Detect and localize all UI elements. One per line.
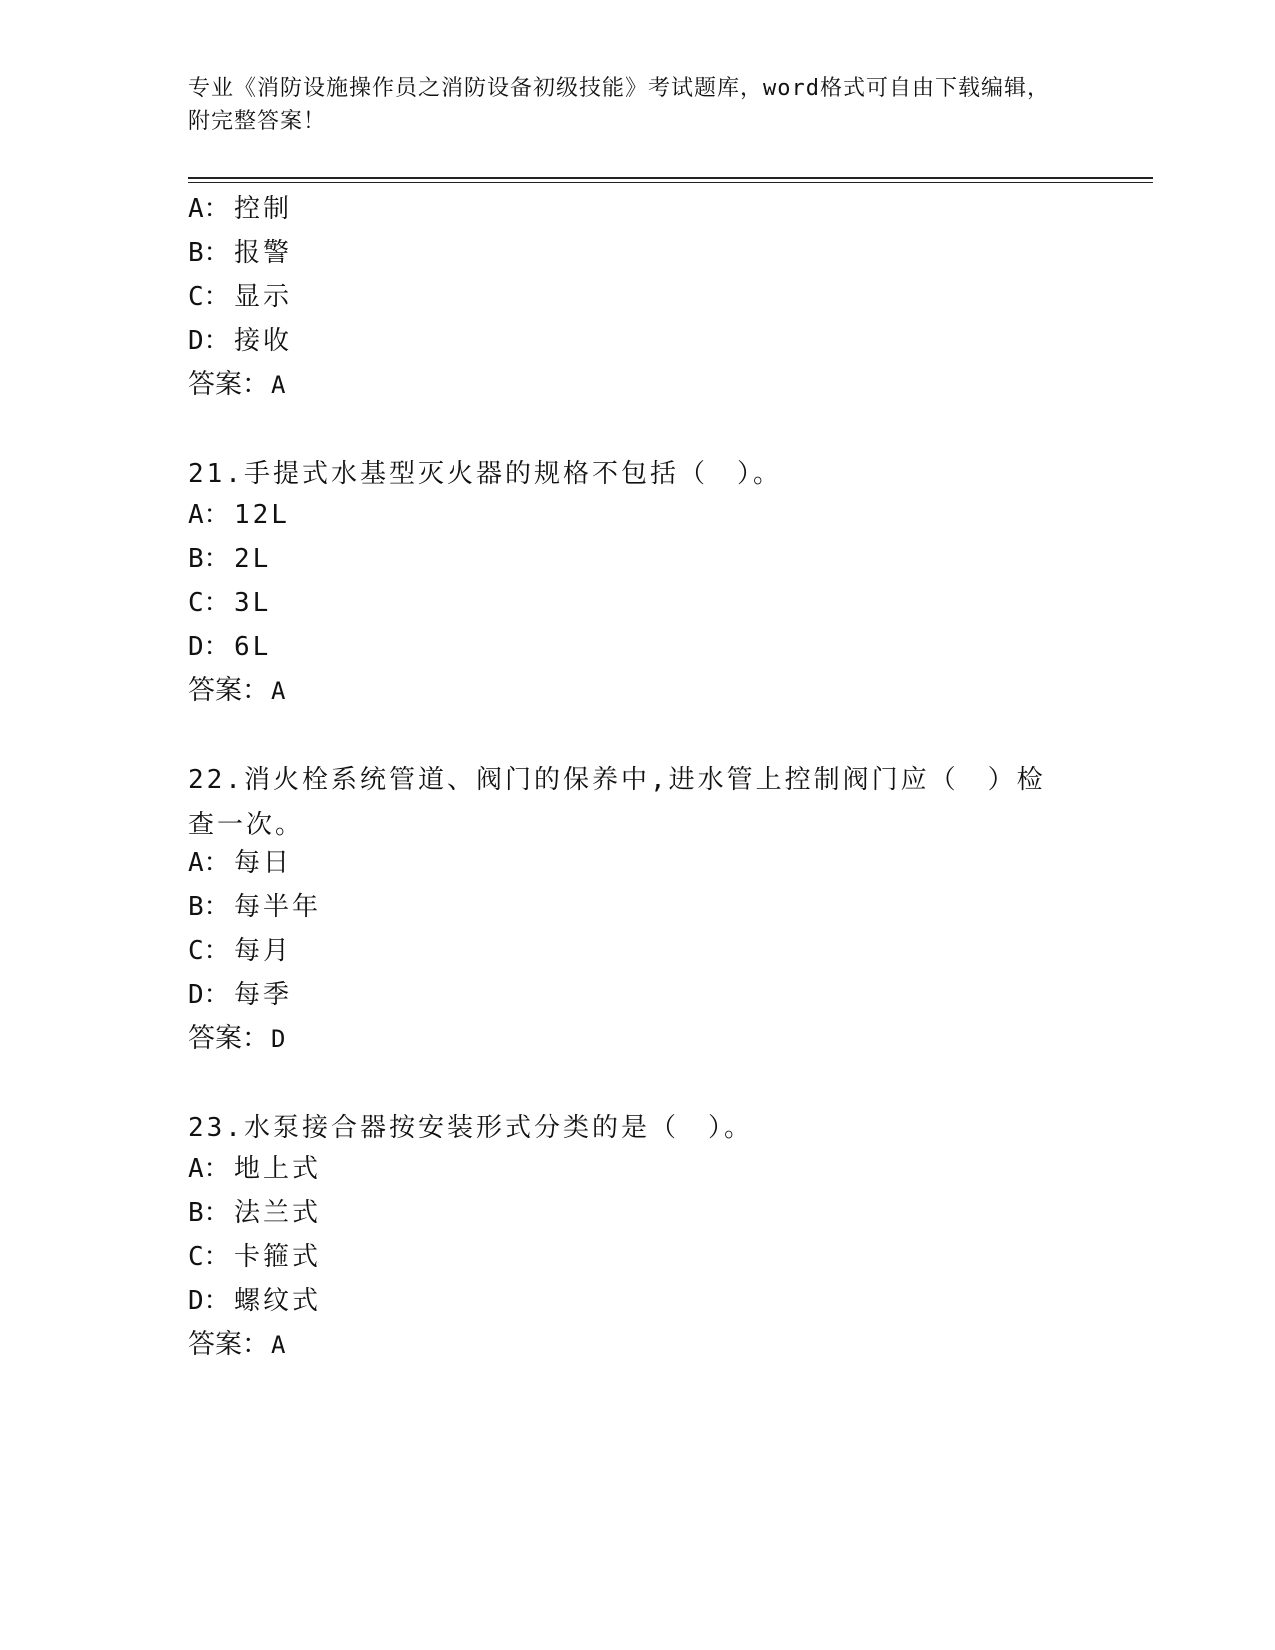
option-c: [188, 586, 271, 620]
option-d: [188, 630, 271, 664]
option-text: 显示: [234, 282, 293, 312]
option-text: 地上式: [234, 1154, 322, 1184]
option-letter: D：: [188, 632, 230, 662]
option-letter: A：: [188, 1154, 230, 1184]
option-c: [188, 280, 292, 314]
option-c: [188, 934, 292, 968]
option-text: 法兰式: [234, 1198, 322, 1228]
answer-value: A: [271, 677, 286, 705]
question-text: 23.水泵接合器按安装形式分类的是（ ）。: [188, 1113, 753, 1143]
option-b: [188, 542, 271, 576]
option-text: 接收: [234, 326, 293, 356]
option-letter: B：: [188, 238, 230, 268]
option-letter: A：: [188, 848, 230, 878]
option-text: 每日: [234, 848, 293, 878]
option-a: [188, 846, 292, 880]
question-text: 21.手提式水基型灭火器的规格不包括（ ）。: [188, 459, 782, 489]
option-letter: D：: [188, 1286, 230, 1316]
option-text: 控制: [234, 194, 293, 224]
option-letter: B：: [188, 544, 230, 574]
option-letter: D：: [188, 326, 230, 356]
option-b: [188, 1196, 321, 1230]
option-letter: A：: [188, 500, 230, 530]
option-text: 每月: [234, 936, 293, 966]
option-letter: C：: [188, 936, 230, 966]
option-letter: B：: [188, 892, 230, 922]
option-a: [188, 1152, 321, 1186]
answer-line: [188, 1022, 285, 1056]
answer-value: D: [271, 1025, 286, 1053]
answer-line: [188, 368, 285, 402]
answer-label: 答案：: [188, 1023, 269, 1054]
answer-value: A: [271, 371, 286, 399]
option-b: [188, 890, 321, 924]
option-letter: B：: [188, 1198, 230, 1228]
option-text: 6L: [234, 632, 272, 662]
document-header: 专业《消防设施操作员之消防设备初级技能》考试题库，word格式可自由下载编辑，附完整答案！: [188, 76, 1050, 134]
answer-label: 答案：: [188, 675, 269, 706]
option-letter: C：: [188, 588, 230, 618]
option-text: 2L: [234, 544, 272, 574]
option-text: 3L: [234, 588, 272, 618]
option-letter: C：: [188, 1242, 230, 1272]
question-text: 22.消火栓系统管道、阀门的保养中,进水管上控制阀门应（ ）检查一次。: [188, 765, 1046, 840]
header-rule-thick: [188, 177, 1153, 179]
answer-line: [188, 1328, 285, 1362]
answer-label: 答案：: [188, 369, 269, 400]
option-text: 螺纹式: [234, 1286, 322, 1316]
header-rule-thin: [188, 182, 1153, 183]
option-a: [188, 192, 292, 226]
answer-value: A: [271, 1331, 286, 1359]
option-d: [188, 978, 292, 1012]
option-text: 12L: [234, 500, 290, 530]
answer-line: [188, 674, 285, 708]
answer-label: 答案：: [188, 1329, 269, 1360]
option-text: 卡箍式: [234, 1242, 322, 1272]
option-c: [188, 1240, 321, 1274]
option-a: [188, 498, 290, 532]
option-d: [188, 1284, 321, 1318]
option-letter: A：: [188, 194, 230, 224]
option-text: 报警: [234, 238, 293, 268]
option-text: 每季: [234, 980, 293, 1010]
option-d: [188, 324, 292, 358]
option-letter: D：: [188, 980, 230, 1010]
option-b: [188, 236, 292, 270]
option-letter: C：: [188, 282, 230, 312]
option-text: 每半年: [234, 892, 322, 922]
